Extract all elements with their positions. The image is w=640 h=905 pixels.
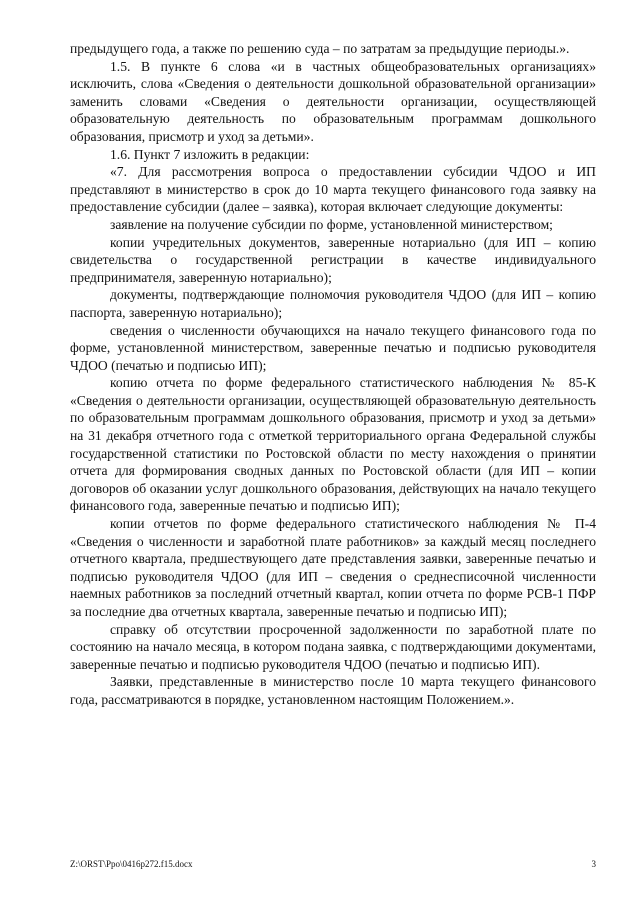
paragraph-report-p4: копии отчетов по форме федерального статистического наблюдения № П-4 «Сведения о численности и заработной плате работников» за каждый месяц последнего отчетного квартала, предшествующего дате представления заявки, заверенные печатью и подписью руководителя ЧДОО (для ИП – сведения о среднесписочной численности наемных работников за последний отчетный квартал, копии отчета по форме РСВ-1 ПФР за последние два отчетных квартала, заверенные печатью и подписью ИП); xyxy=(70,516,596,619)
footer-file-path: Z:\ORST\Ppo\0416p272.f15.docx xyxy=(70,859,193,869)
paragraph-item-1-6: 1.6. Пункт 7 изложить в редакции: xyxy=(110,146,310,162)
paragraph-wage-arrears: справку об отсутствии просроченной задолженности по заработной плате по состоянию на начало месяца, в котором подана заявка, с подтверждающими документами, заверенные печатью и подписью руководителя ЧДОО (печатью и подписью ИП). xyxy=(70,621,596,672)
paragraph-founding-documents: копии учредительных документов, заверенные нотариально (для ИП – копию свидетельства о государственной регистрации в качестве индивидуального предпринимателя, заверенную нотариально); xyxy=(70,234,596,285)
paragraph-report-85k: копию отчета по форме федерального статистического наблюдения № 85-К «Сведения о деятельности организации, осуществляющей образовательную деятельность по образовательным программам дошкольного образования, присмотр и уход за детьми» на 31 декабря отчетного года с отметкой территориального органа Федеральной службы государственной статистики по Ростовской области по месту нахождения о принятии отчета для формирования сводных данных по Ростовской области (для ИП – копии договоров об оказании услуг дошкольного образования, действующих на начало текущего финансового года, заверенные печатью и подписью ИП); xyxy=(70,375,596,514)
paragraph-item-1-5: 1.5. В пункте 6 слова «и в частных общеобразовательных организациях» исключить, слова «Сведения о деятельности дошкольной образовательной организации» заменить словами «Сведения о деятельности организации, осуществляющей образовательную деятельность по образовательным программам дошкольного образования, присмотр и уход за детьми». xyxy=(70,58,596,144)
paragraph-authority-documents: документы, подтверждающие полномочия руководителя ЧДОО (для ИП – копию паспорта, заверенную нотариально); xyxy=(70,287,596,320)
paragraph-student-count: сведения о численности обучающихся на начало текущего финансового года по форме, установленной министерством, заверенные печатью и подписью руководителя ЧДОО (печатью и подписью ИП); xyxy=(70,322,596,373)
paragraph-clause-7: «7. Для рассмотрения вопроса о предоставлении субсидии ЧДОО и ИП представляют в министерство в срок до 10 марта текущего финансового года заявку на предоставление субсидии (далее – заявка), которая включает следующие документы: xyxy=(70,164,596,215)
document-body xyxy=(70,40,596,709)
paragraph-application-form: заявление на получение субсидии по форме, установленной министерством; xyxy=(110,216,553,232)
page-number: 3 xyxy=(591,859,596,869)
paragraph-continuation: предыдущего года, а также по решению суда – по затратам за предыдущие периоды.». xyxy=(70,41,570,56)
paragraph-late-applications: Заявки, представленные в министерство после 10 марта текущего финансового года, рассматриваются в порядке, установленном настоящим Положением.». xyxy=(70,674,596,707)
